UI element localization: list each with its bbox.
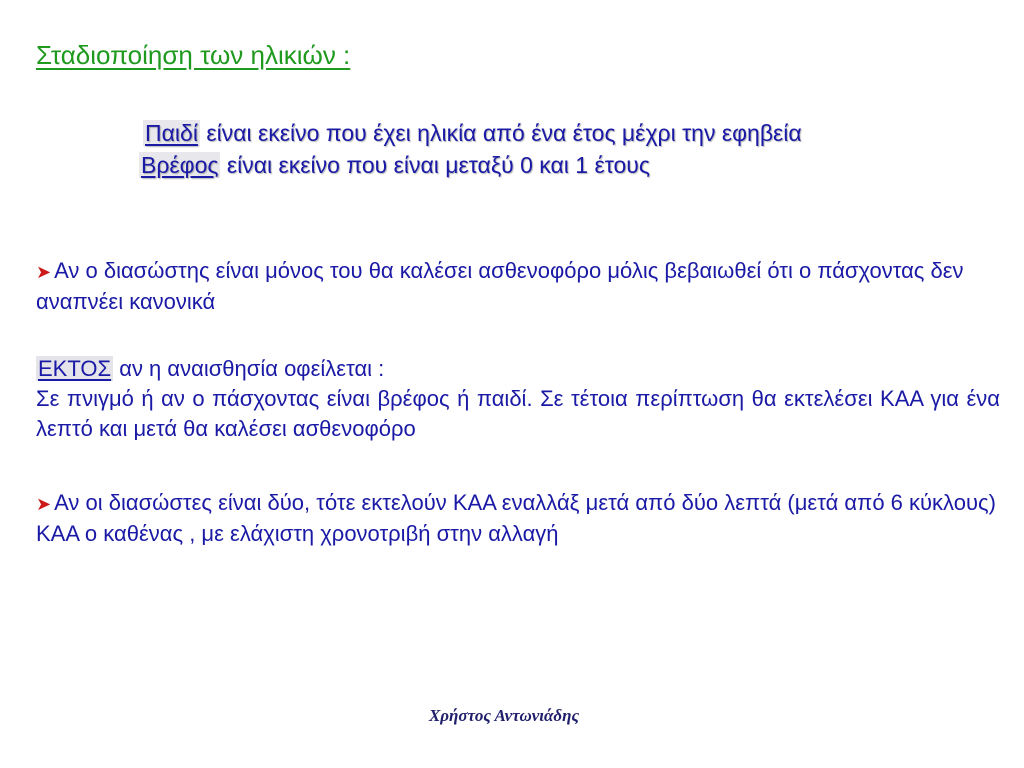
bullet-single-rescuer-text: Αν ο διασώστης είναι μόνος του θα καλέσει ασθενοφόρο μόλις βεβαιωθεί ότι ο πάσχοντας δεν αναπνέει κανονικά bbox=[36, 258, 964, 314]
definition-child bbox=[139, 117, 802, 149]
footer-author: Χρήστος Αντωνιάδης bbox=[428, 706, 580, 725]
definition-term-child: Παιδί bbox=[145, 120, 198, 146]
bullet-two-rescuers-text: Αν οι διασώστες είναι δύο, τότε εκτελούν ΚΑΑ εναλλάξ μετά από δύο λεπτά (μετά από 6 κύκλους) ΚΑΑ ο καθένας , με ελάχιστη χρονοτριβή στην αλλαγή bbox=[36, 490, 996, 546]
exception-intro: αν η αναισθησία οφείλεται : bbox=[113, 356, 385, 381]
exception-heading bbox=[36, 354, 1000, 384]
exception-keyword: ΕΚΤΟΣ bbox=[38, 356, 112, 381]
definition-infant bbox=[139, 149, 802, 181]
arrow-bullet-icon: ➤ bbox=[36, 262, 52, 282]
slide-title: Σταδιοποίηση των ηλικιών : bbox=[36, 40, 351, 70]
arrow-bullet-icon: ➤ bbox=[36, 494, 52, 514]
definition-text-child: είναι εκείνο που έχει ηλικία από ένα έτος μέχρι την εφηβεία bbox=[199, 120, 802, 146]
bullet-single-rescuer bbox=[36, 256, 1000, 317]
definitions-block bbox=[139, 117, 802, 181]
definition-text-infant: είναι εκείνο που είναι μεταξύ 0 και 1 έτους bbox=[220, 152, 650, 178]
bullet-two-rescuers bbox=[36, 488, 1000, 549]
definition-term-infant: Βρέφος bbox=[141, 152, 219, 178]
exception-text: Σε πνιγμό ή αν ο πάσχοντας είναι βρέφος ή παιδί. Σε τέτοια περίπτωση θα εκτελέσει ΚΑΑ για ένα λεπτό και μετά θα καλέσει ασθενοφόρο bbox=[36, 386, 1000, 441]
